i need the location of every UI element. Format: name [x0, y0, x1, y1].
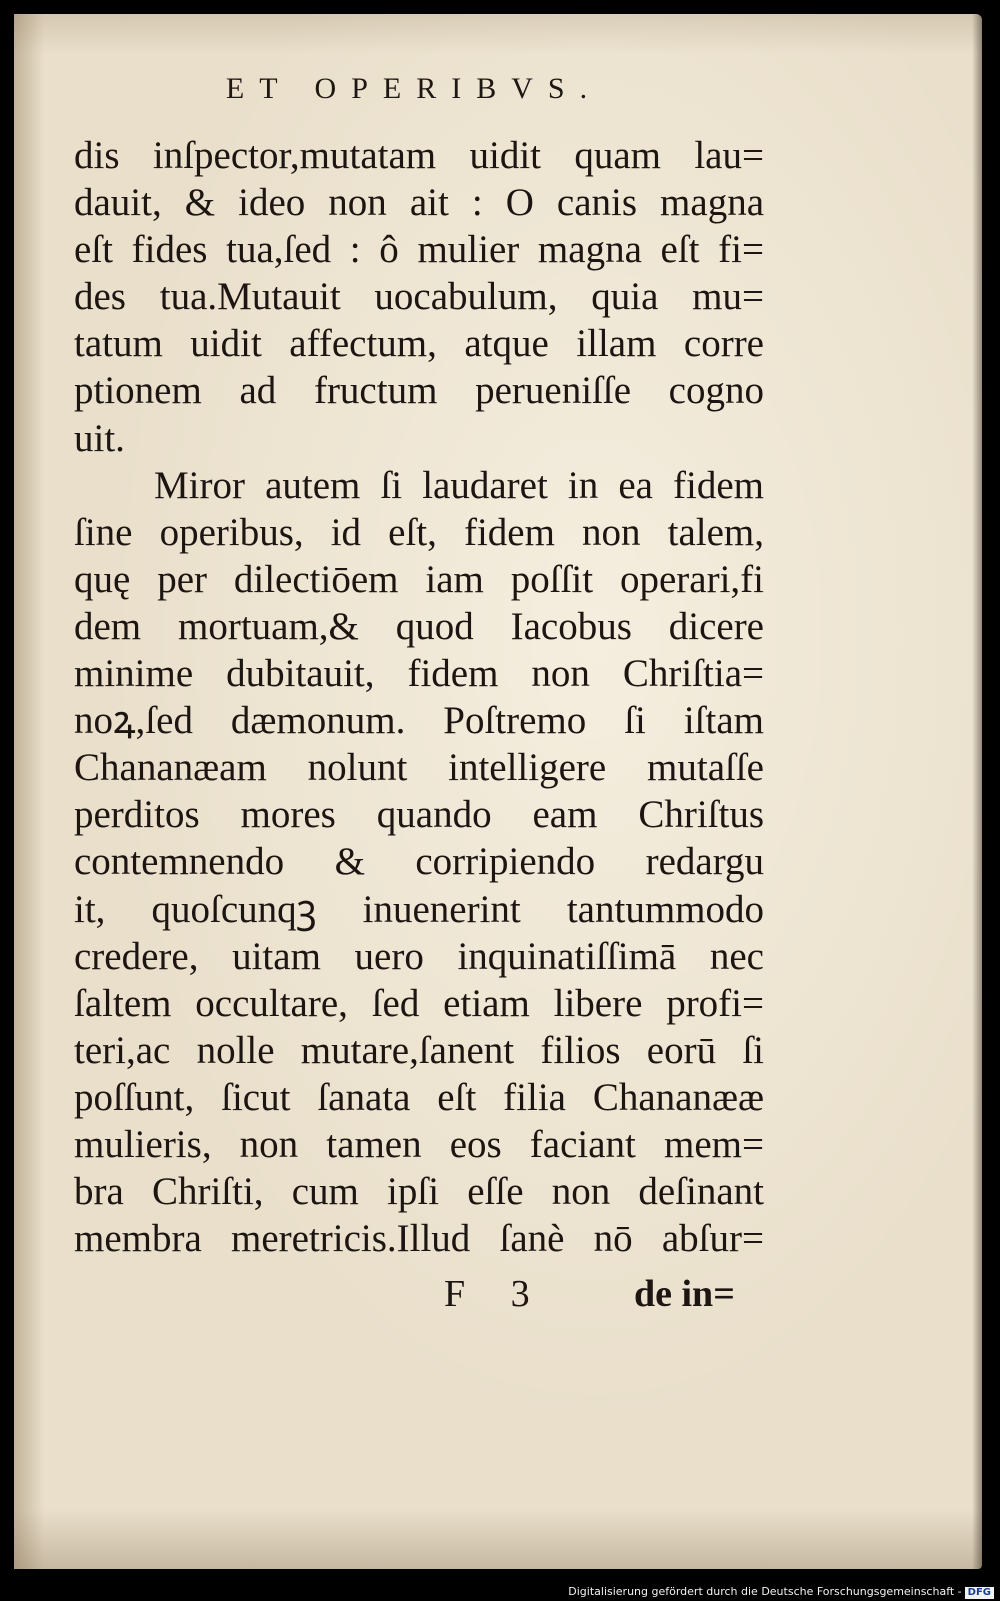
text-line: ſaltem occultare, ſed etiam libere profi=: [74, 981, 764, 1025]
text-line: teri,ac nolle mutare,ſanent filios eorū ſi: [74, 1028, 764, 1072]
running-head: ET OPERIBVS.: [225, 72, 603, 105]
text-line: Chananæam nolunt intelligere mutaſſe: [74, 746, 764, 790]
text-line: mulieris, non tamen eos faciant mem=: [74, 1122, 764, 1166]
page-edge-shadow: [972, 14, 982, 1569]
book-page: [14, 14, 982, 1569]
text-line: poſſunt, ſicut ſanata eſt filia Chananææ: [74, 1075, 764, 1119]
text-line: bra Chriſti, cum ipſi eſſe non deſinant: [74, 1170, 764, 1214]
credit-text: Digitalisierung gefördert durch die Deutsche Forschungsgemeinschaft -: [568, 1585, 962, 1598]
text-line: des tua.Mutauit uocabulum, quia mu=: [74, 275, 764, 319]
signature-mark: F 3: [444, 1273, 548, 1315]
text-line: ptionem ad fructum perueniſſe cogno: [74, 369, 764, 413]
text-line: eſt fides tua,ſed : ô mulier magna eſt fi=: [74, 228, 764, 272]
text-line: ſine operibus, id eſt, fidem non talem,: [74, 510, 764, 554]
text-line: membra meretricis.Illud ſanè nō abſur=: [74, 1217, 764, 1261]
text-line: it, quoſcunqꝫ inuenerint tantummodo: [74, 887, 764, 931]
text-line: quę per dilectiōem iam poſſit operari,fi: [74, 557, 764, 601]
text-line: uit.: [74, 416, 125, 460]
text-line: tatum uidit affectum, atque illam corre: [74, 322, 764, 366]
catchword: de in=: [634, 1273, 735, 1315]
text-line: dauit, & ideo non ait : O canis magna: [74, 181, 764, 225]
text-line: minime dubitauit, fidem non Chriſtia=: [74, 652, 764, 696]
text-line: perditos mores quando eam Chriſtus: [74, 793, 764, 837]
paragraph-first-line: Miror autem ſi laudaret in ea fidem: [154, 463, 764, 507]
body-text: [74, 132, 764, 1262]
text-line: credere, uitam uero inquinatiſſimā nec: [74, 934, 764, 978]
text-line: dis inſpector,mutatam uidit quam lau=: [74, 134, 764, 177]
dfg-logo: DFG: [965, 1587, 994, 1599]
digitization-credit: [568, 1585, 994, 1599]
text-line: dem mortuam,& quod Iacobus dicere: [74, 604, 764, 648]
text-line: contemnendo & corripiendo redargu: [74, 840, 764, 884]
text-line: noꝝ,ſed dæmonum. Poſtremo ſi iſtam: [74, 699, 764, 743]
